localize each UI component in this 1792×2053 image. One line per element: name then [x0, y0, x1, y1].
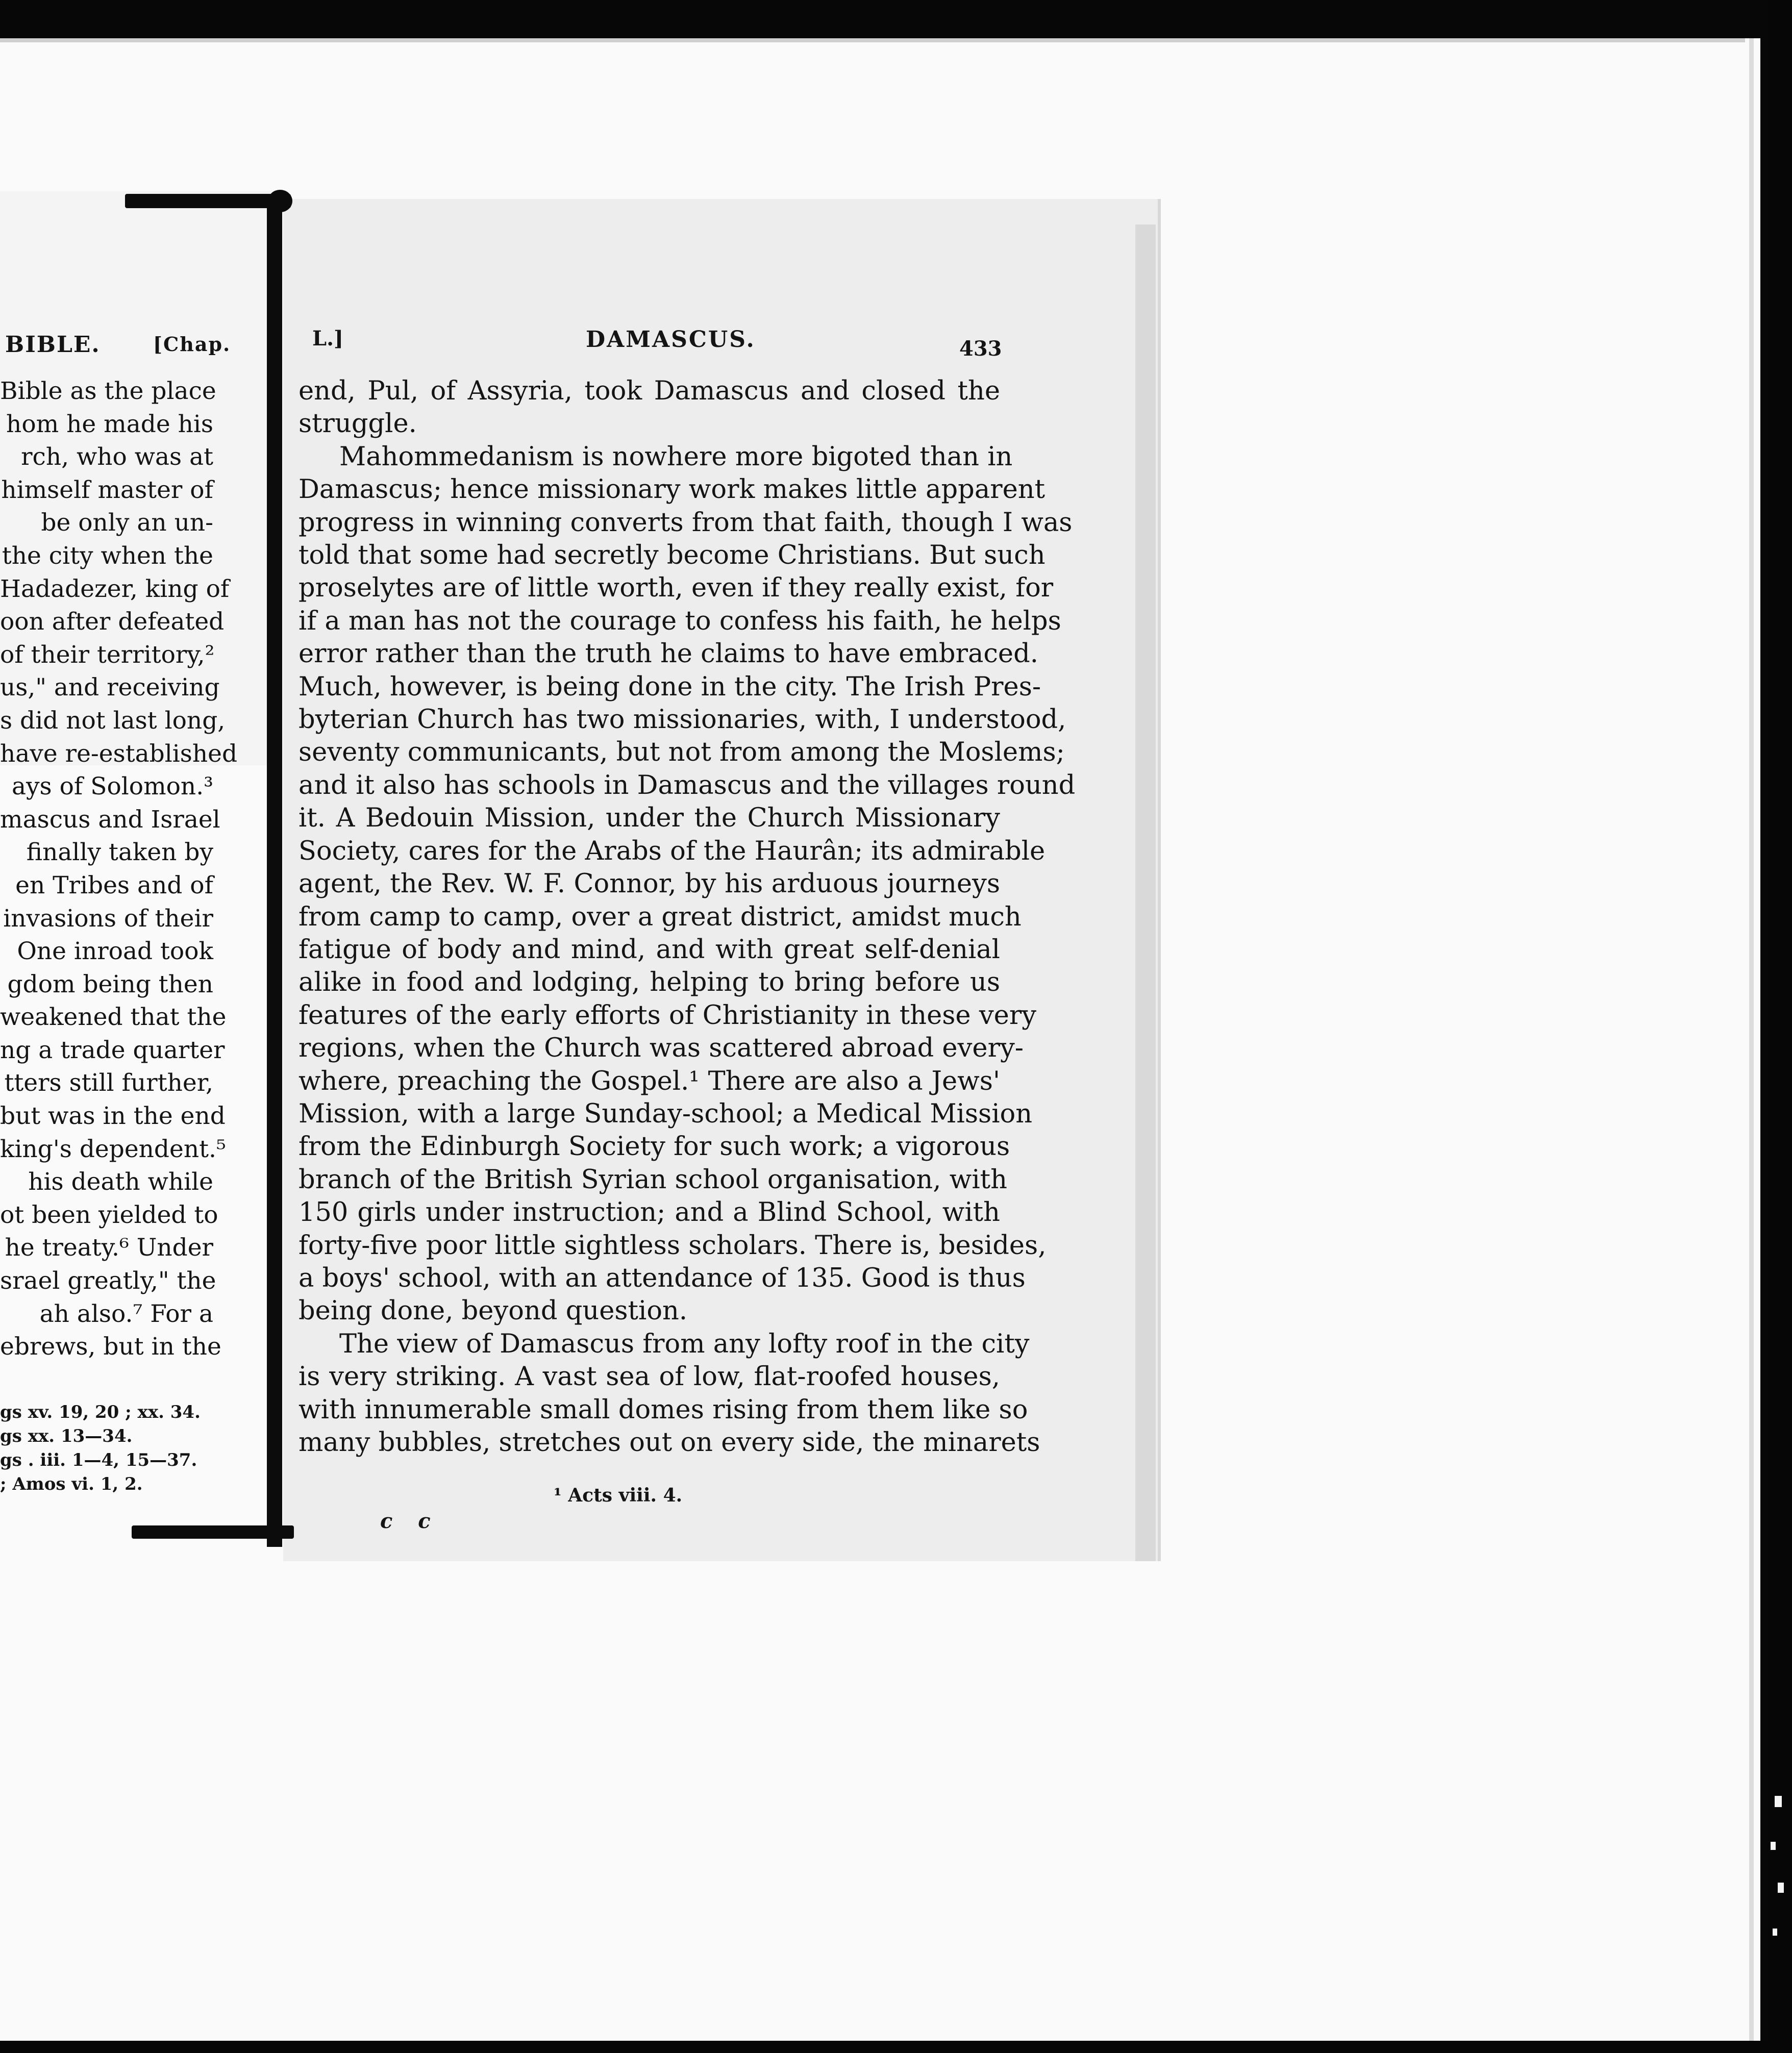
left-page-text	[0, 375, 238, 1364]
left-text-line: he treaty.⁶ Under	[5, 1234, 213, 1262]
body-text-line: fatigue of body and mind, and with great self-denial	[298, 934, 1000, 965]
scan-speck	[1771, 1842, 1776, 1850]
left-text-line: his death while	[28, 1168, 213, 1196]
body-text-line: Society, cares for the Arabs of the Haurân; its admirable	[298, 836, 1046, 866]
top-scan-rule	[0, 38, 1745, 42]
body-text-line: error rather than the truth he claims to have embraced.	[298, 639, 1038, 669]
left-text-line: finally taken by	[26, 838, 213, 867]
left-footnote-line: ; Amos vi. 1, 2.	[0, 1474, 143, 1494]
body-text-line: told that some had secretly become Christians. But such	[298, 540, 1046, 571]
body-text-line: proselytes are of little worth, even if they really exist, for	[298, 573, 1054, 604]
left-text-line: ot been yielded to	[0, 1200, 218, 1229]
left-text-line: ng a trade quarter	[0, 1036, 225, 1064]
left-footnote-line: gs xv. 19, 20 ; xx. 34.	[0, 1402, 201, 1422]
body-text-line: Much, however, is being done in the city. The Irish Pres-	[298, 671, 1041, 702]
body-text-line: a boys' school, with an attendance of 135. Good is thus	[298, 1263, 1026, 1293]
left-text-line: Bible as the place	[0, 377, 216, 405]
left-text-line: ebrews, but in the	[0, 1333, 221, 1361]
left-text-line: king's dependent.⁵	[0, 1135, 226, 1163]
scan-speck	[1773, 1929, 1777, 1936]
body-text-line: with innumerable small domes rising from them like so	[298, 1394, 1028, 1425]
left-page-footnotes	[0, 1400, 201, 1496]
left-footnote-line: gs xx. 13—34.	[0, 1426, 133, 1446]
body-text-line: being done, beyond question.	[298, 1296, 688, 1326]
left-text-line: en Tribes and of	[15, 871, 213, 899]
body-text-line: struggle.	[298, 409, 417, 439]
left-chapter-mark: [Chap.	[153, 333, 231, 356]
body-text-line: 150 girls under instruction; and a Blind School, with	[298, 1197, 1000, 1228]
left-text-line: be only an un-	[41, 509, 213, 537]
body-text-line: from the Edinburgh Society for such work; a vigorous	[298, 1132, 1010, 1162]
right-scan-border	[1749, 38, 1754, 2043]
body-text-line: it. A Bedouin Mission, under the Church Missionary	[298, 803, 1000, 834]
left-text-line: weakened that the	[0, 1003, 227, 1032]
body-text-line: features of the early efforts of Christianity in these very	[298, 1000, 1037, 1031]
body-text-line: branch of the British Syrian school organisation, with	[298, 1164, 1008, 1195]
left-text-line: the city when the	[2, 541, 213, 570]
left-footnote-line: gs . iii. 1—4, 15—37.	[0, 1450, 197, 1470]
left-text-line: oon after defeated	[0, 608, 225, 636]
page-number: 433	[959, 337, 1002, 361]
body-text-line: and it also has schools in Damascus and the villages round	[298, 770, 1076, 800]
left-text-line: rch, who was at	[21, 443, 213, 471]
body-text-line: Mahommedanism is nowhere more bigoted than in	[339, 441, 1013, 472]
footnote: ¹ Acts viii. 4.	[554, 1485, 683, 1506]
left-text-line: himself master of	[1, 475, 213, 504]
scan-speck	[1775, 1796, 1782, 1807]
left-text-line: hom he made his	[6, 410, 213, 438]
left-text-line: invasions of their	[3, 904, 213, 933]
left-text-line: but was in the end	[0, 1102, 226, 1131]
right-page-edge	[1135, 224, 1156, 1561]
left-text-line: of their territory,²	[0, 640, 215, 669]
binding-bracket-top	[125, 194, 291, 208]
left-text-line: us," and receiving	[0, 673, 220, 702]
left-text-line: mascus and Israel	[0, 805, 220, 834]
body-text-line: forty-five poor little sightless scholars. There is, besides,	[298, 1230, 1047, 1261]
body-text-line: Mission, with a large Sunday-school; a Medical Mission	[298, 1098, 1033, 1129]
body-text-line: byterian Church has two missionaries, with, I understood,	[298, 705, 1066, 735]
body-text	[298, 375, 1076, 1459]
body-text-line: progress in winning converts from that faith, though I was	[298, 507, 1073, 538]
scan-speck	[1778, 1883, 1784, 1893]
body-text-line: where, preaching the Gospel.¹ There are also a Jews'	[298, 1066, 1000, 1096]
left-text-line: One inroad took	[17, 937, 213, 966]
left-text-line: have re-established	[0, 739, 238, 768]
bottom-black-margin	[0, 2041, 1792, 2053]
body-text-line: end, Pul, of Assyria, took Damascus and closed the	[298, 376, 1000, 406]
left-text-line: ah also.⁷ For a	[39, 1299, 213, 1328]
left-text-line: srael greatly," the	[0, 1267, 216, 1295]
running-title: DAMASCUS.	[586, 327, 756, 353]
left-text-line: Hadadezer, king of	[0, 574, 230, 603]
body-text-line: alike in food and lodging, helping to bring before us	[298, 967, 1000, 998]
left-text-line: gdom being then	[7, 970, 213, 998]
body-text-line: if a man has not the courage to confess his faith, he helps	[298, 606, 1061, 636]
left-running-title: BIBLE.	[5, 332, 101, 358]
left-text-line: tters still further,	[4, 1069, 213, 1097]
right-black-margin	[1766, 0, 1792, 2053]
signature-mark: c c	[380, 1509, 440, 1533]
left-text-line: ays of Solomon.³	[11, 772, 213, 801]
body-text-line: regions, when the Church was scattered abroad every-	[298, 1033, 1024, 1064]
body-text-line: agent, the Rev. W. F. Connor, by his arduous journeys	[298, 869, 1000, 899]
chapter-marker: L.]	[312, 327, 343, 350]
binding-bracket-bottom	[132, 1525, 294, 1539]
left-text-line: s did not last long,	[0, 706, 226, 735]
body-text-line: is very striking. A vast sea of low, flat-roofed houses,	[298, 1362, 1000, 1392]
body-text-line: many bubbles, stretches out on every side, the minarets	[298, 1428, 1040, 1458]
binding-bracket-vertical	[267, 200, 282, 1547]
body-text-line: from camp to camp, over a great district, amidst much	[298, 902, 1022, 932]
body-text-line: Damascus; hence missionary work makes little apparent	[298, 474, 1046, 505]
body-text-line: seventy communicants, but not from among the Moslems;	[298, 737, 1065, 768]
body-text-line: The view of Damascus from any lofty roof in the city	[339, 1329, 1030, 1359]
